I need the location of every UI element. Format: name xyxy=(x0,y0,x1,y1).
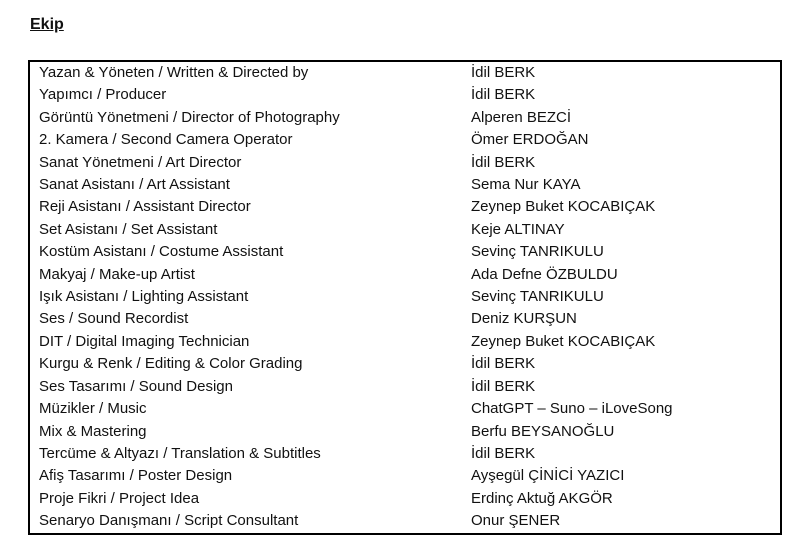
role-cell: Afiş Tasarımı / Poster Design xyxy=(39,467,233,485)
name-cell: İdil BERK xyxy=(471,444,536,462)
name-cell: Sevinç TANRIKULU xyxy=(471,243,604,261)
name-cell: Deniz KURŞUN xyxy=(471,310,577,328)
role-cell: Mix & Mastering xyxy=(39,422,147,440)
name-cell: Sema Nur KAYA xyxy=(471,176,581,194)
table-row xyxy=(29,196,781,218)
role-cell: Yapımcı / Producer xyxy=(39,86,167,104)
table-row xyxy=(29,84,781,106)
page-title: Ekip xyxy=(30,16,64,33)
role-cell: Reji Asistanı / Assistant Director xyxy=(39,198,251,216)
table-row xyxy=(29,376,781,398)
role-cell: Kurgu & Renk / Editing & Color Grading xyxy=(39,355,303,373)
table-row xyxy=(29,286,781,308)
table-row xyxy=(29,61,781,84)
role-cell: Görüntü Yönetmeni / Director of Photography xyxy=(39,108,340,126)
name-cell: Berfu BEYSANOĞLU xyxy=(471,422,615,440)
credits-table xyxy=(28,60,782,535)
table-row xyxy=(29,443,781,465)
name-cell: Ömer ERDOĞAN xyxy=(471,131,589,149)
role-cell: Proje Fikri / Project Idea xyxy=(39,489,200,507)
name-cell: Zeynep Buket KOCABIÇAK xyxy=(471,198,656,216)
table-row xyxy=(29,129,781,151)
role-cell: Senaryo Danışmanı / Script Consultant xyxy=(39,512,299,530)
table-row xyxy=(29,331,781,353)
table-row xyxy=(29,174,781,196)
role-cell: Müzikler / Music xyxy=(39,400,147,418)
table-row xyxy=(29,107,781,129)
table-row xyxy=(29,219,781,241)
role-cell: Işık Asistanı / Lighting Assistant xyxy=(39,288,249,306)
credits-table-body xyxy=(29,61,781,534)
table-row xyxy=(29,308,781,330)
name-cell: Onur ŞENER xyxy=(471,512,561,530)
table-row xyxy=(29,465,781,487)
role-cell: Kostüm Asistanı / Costume Assistant xyxy=(39,243,284,261)
table-row xyxy=(29,353,781,375)
name-cell: İdil BERK xyxy=(471,64,536,81)
table-row xyxy=(29,421,781,443)
table-row xyxy=(29,241,781,263)
name-cell: İdil BERK xyxy=(471,86,536,104)
name-cell: İdil BERK xyxy=(471,377,536,395)
name-cell: Ada Defne ÖZBULDU xyxy=(471,265,618,283)
table-row xyxy=(29,510,781,533)
role-cell: Makyaj / Make-up Artist xyxy=(39,265,195,283)
role-cell: Ses Tasarımı / Sound Design xyxy=(39,377,233,395)
role-cell: Sanat Yönetmeni / Art Director xyxy=(39,153,242,171)
name-cell: Alperen BEZCİ xyxy=(471,108,572,126)
name-cell: Sevinç TANRIKULU xyxy=(471,288,604,306)
name-cell: Ayşegül ÇİNİCİ YAZICI xyxy=(471,467,625,485)
table-row xyxy=(29,264,781,286)
role-cell: Sanat Asistanı / Art Assistant xyxy=(39,176,230,194)
role-cell: DIT / Digital Imaging Technician xyxy=(39,332,250,350)
table-row xyxy=(29,398,781,420)
role-cell: 2. Kamera / Second Camera Operator xyxy=(39,131,293,149)
name-cell: ChatGPT – Suno – iLoveSong xyxy=(471,400,673,418)
role-cell: Yazan & Yöneten / Written & Directed by xyxy=(39,64,309,81)
role-cell: Ses / Sound Recordist xyxy=(39,310,189,328)
name-cell: İdil BERK xyxy=(471,355,536,373)
table-row xyxy=(29,152,781,174)
name-cell: Erdinç Aktuğ AKGÖR xyxy=(471,489,613,507)
name-cell: İdil BERK xyxy=(471,153,536,171)
name-cell: Keje ALTINAY xyxy=(471,220,565,238)
role-cell: Set Asistanı / Set Assistant xyxy=(39,220,218,238)
table-row xyxy=(29,488,781,510)
role-cell: Tercüme & Altyazı / Translation & Subtitles xyxy=(39,444,321,462)
name-cell: Zeynep Buket KOCABIÇAK xyxy=(471,332,656,350)
